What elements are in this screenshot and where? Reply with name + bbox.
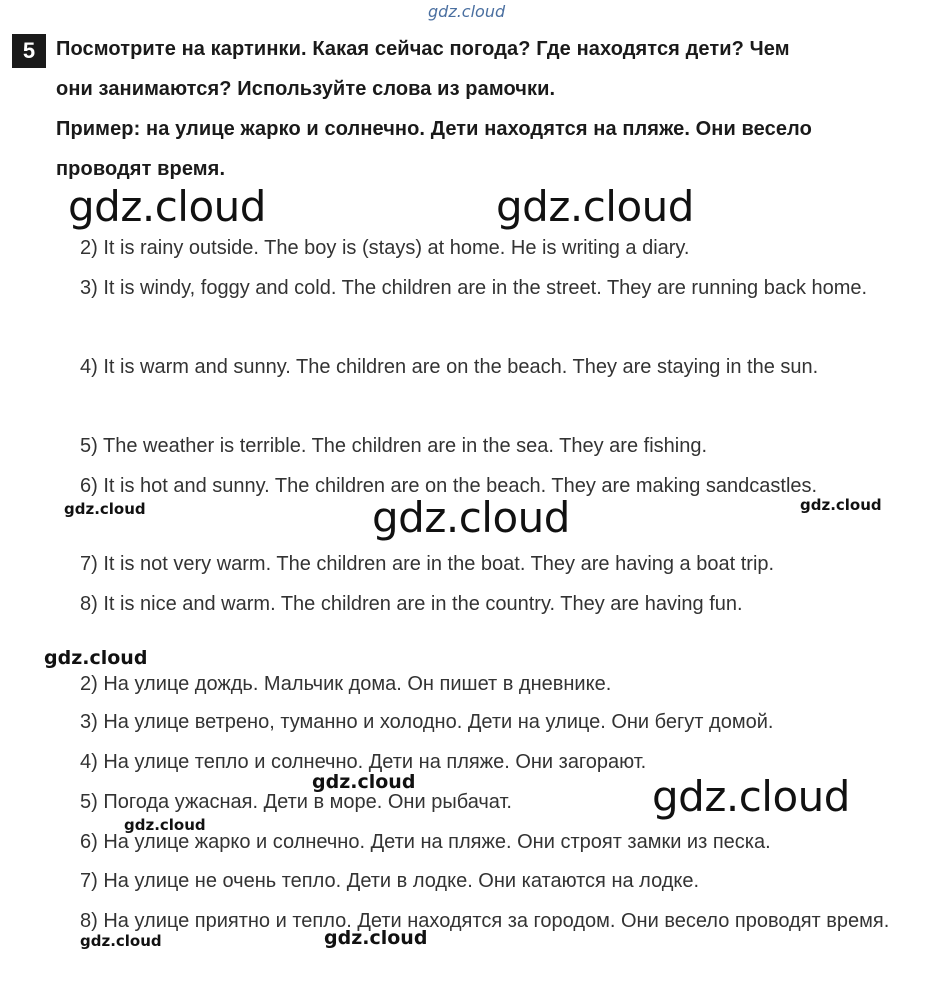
watermark: gdz.cloud bbox=[324, 927, 428, 949]
russian-answer-7: 7) На улице не очень тепло. Дети в лодке. Они катаются на лодке. bbox=[80, 870, 700, 892]
watermark: gdz.cloud bbox=[124, 816, 206, 834]
english-answer-3 bbox=[80, 269, 920, 308]
english-answer-4 bbox=[80, 348, 920, 387]
russian-answer-5: 5) Погода ужасная. Дети в море. Они рыбачат. bbox=[80, 791, 512, 813]
watermark: gdz.cloud bbox=[44, 647, 148, 669]
russian-answer-8-text: 8) На улице приятно и тепло. Дети находятся за городом. Они весело проводят время. bbox=[80, 910, 890, 932]
russian-answer-3: 3) На улице ветрено, туманно и холодно. Дети на улице. Они бегут домой. bbox=[80, 711, 774, 733]
watermark: gdz.cloud bbox=[496, 182, 694, 231]
watermark: gdz.cloud bbox=[800, 496, 882, 514]
watermark: gdz.cloud bbox=[64, 500, 146, 518]
watermark: gdz.cloud bbox=[312, 771, 416, 793]
russian-answer-2: 2) На улице дождь. Мальчик дома. Он пишет в дневнике. bbox=[80, 673, 612, 695]
russian-answer-8 bbox=[80, 902, 920, 941]
task-instruction-line-2: они занимаются? Используйте слова из рамочки. bbox=[56, 78, 556, 100]
english-answer-2: 2) It is rainy outside. The boy is (stays) at home. He is writing a diary. bbox=[80, 237, 690, 259]
english-answer-7: 7) It is not very warm. The children are in the boat. They are having a boat trip. bbox=[80, 553, 775, 575]
english-answer-6-text: 6) It is hot and sunny. The children are on the beach. They are making sandcastles. bbox=[80, 475, 818, 497]
watermark: gdz.cloud bbox=[68, 182, 266, 231]
russian-answer-4: 4) На улице тепло и солнечно. Дети на пляже. Они загорают. bbox=[80, 751, 647, 773]
task-example-line-1: Пример: на улице жарко и солнечно. Дети находятся на пляже. Они весело bbox=[56, 118, 812, 140]
watermark: gdz.cloud bbox=[80, 932, 162, 950]
task-example-line-2: проводят время. bbox=[56, 158, 226, 180]
english-answer-3-text: 3) It is windy, foggy and cold. The children are in the street. They are running back home. bbox=[80, 277, 868, 299]
english-answer-5: 5) The weather is terrible. The children are in the sea. They are fishing. bbox=[80, 435, 708, 457]
english-answer-4-text: 4) It is warm and sunny. The children are on the beach. They are staying in the sun. bbox=[80, 356, 819, 378]
english-answer-8: 8) It is nice and warm. The children are in the country. They are having fun. bbox=[80, 593, 743, 615]
watermark: gdz.cloud bbox=[652, 772, 850, 821]
watermark: gdz.cloud bbox=[372, 493, 570, 542]
task-instruction-line-1: Посмотрите на картинки. Какая сейчас погода? Где находятся дети? Чем bbox=[56, 38, 790, 60]
task-number-badge: 5 bbox=[12, 34, 46, 68]
watermark-top: gdz.cloud bbox=[428, 2, 506, 21]
russian-answer-6: 6) На улице жарко и солнечно. Дети на пляже. Они строят замки из песка. bbox=[80, 831, 771, 853]
